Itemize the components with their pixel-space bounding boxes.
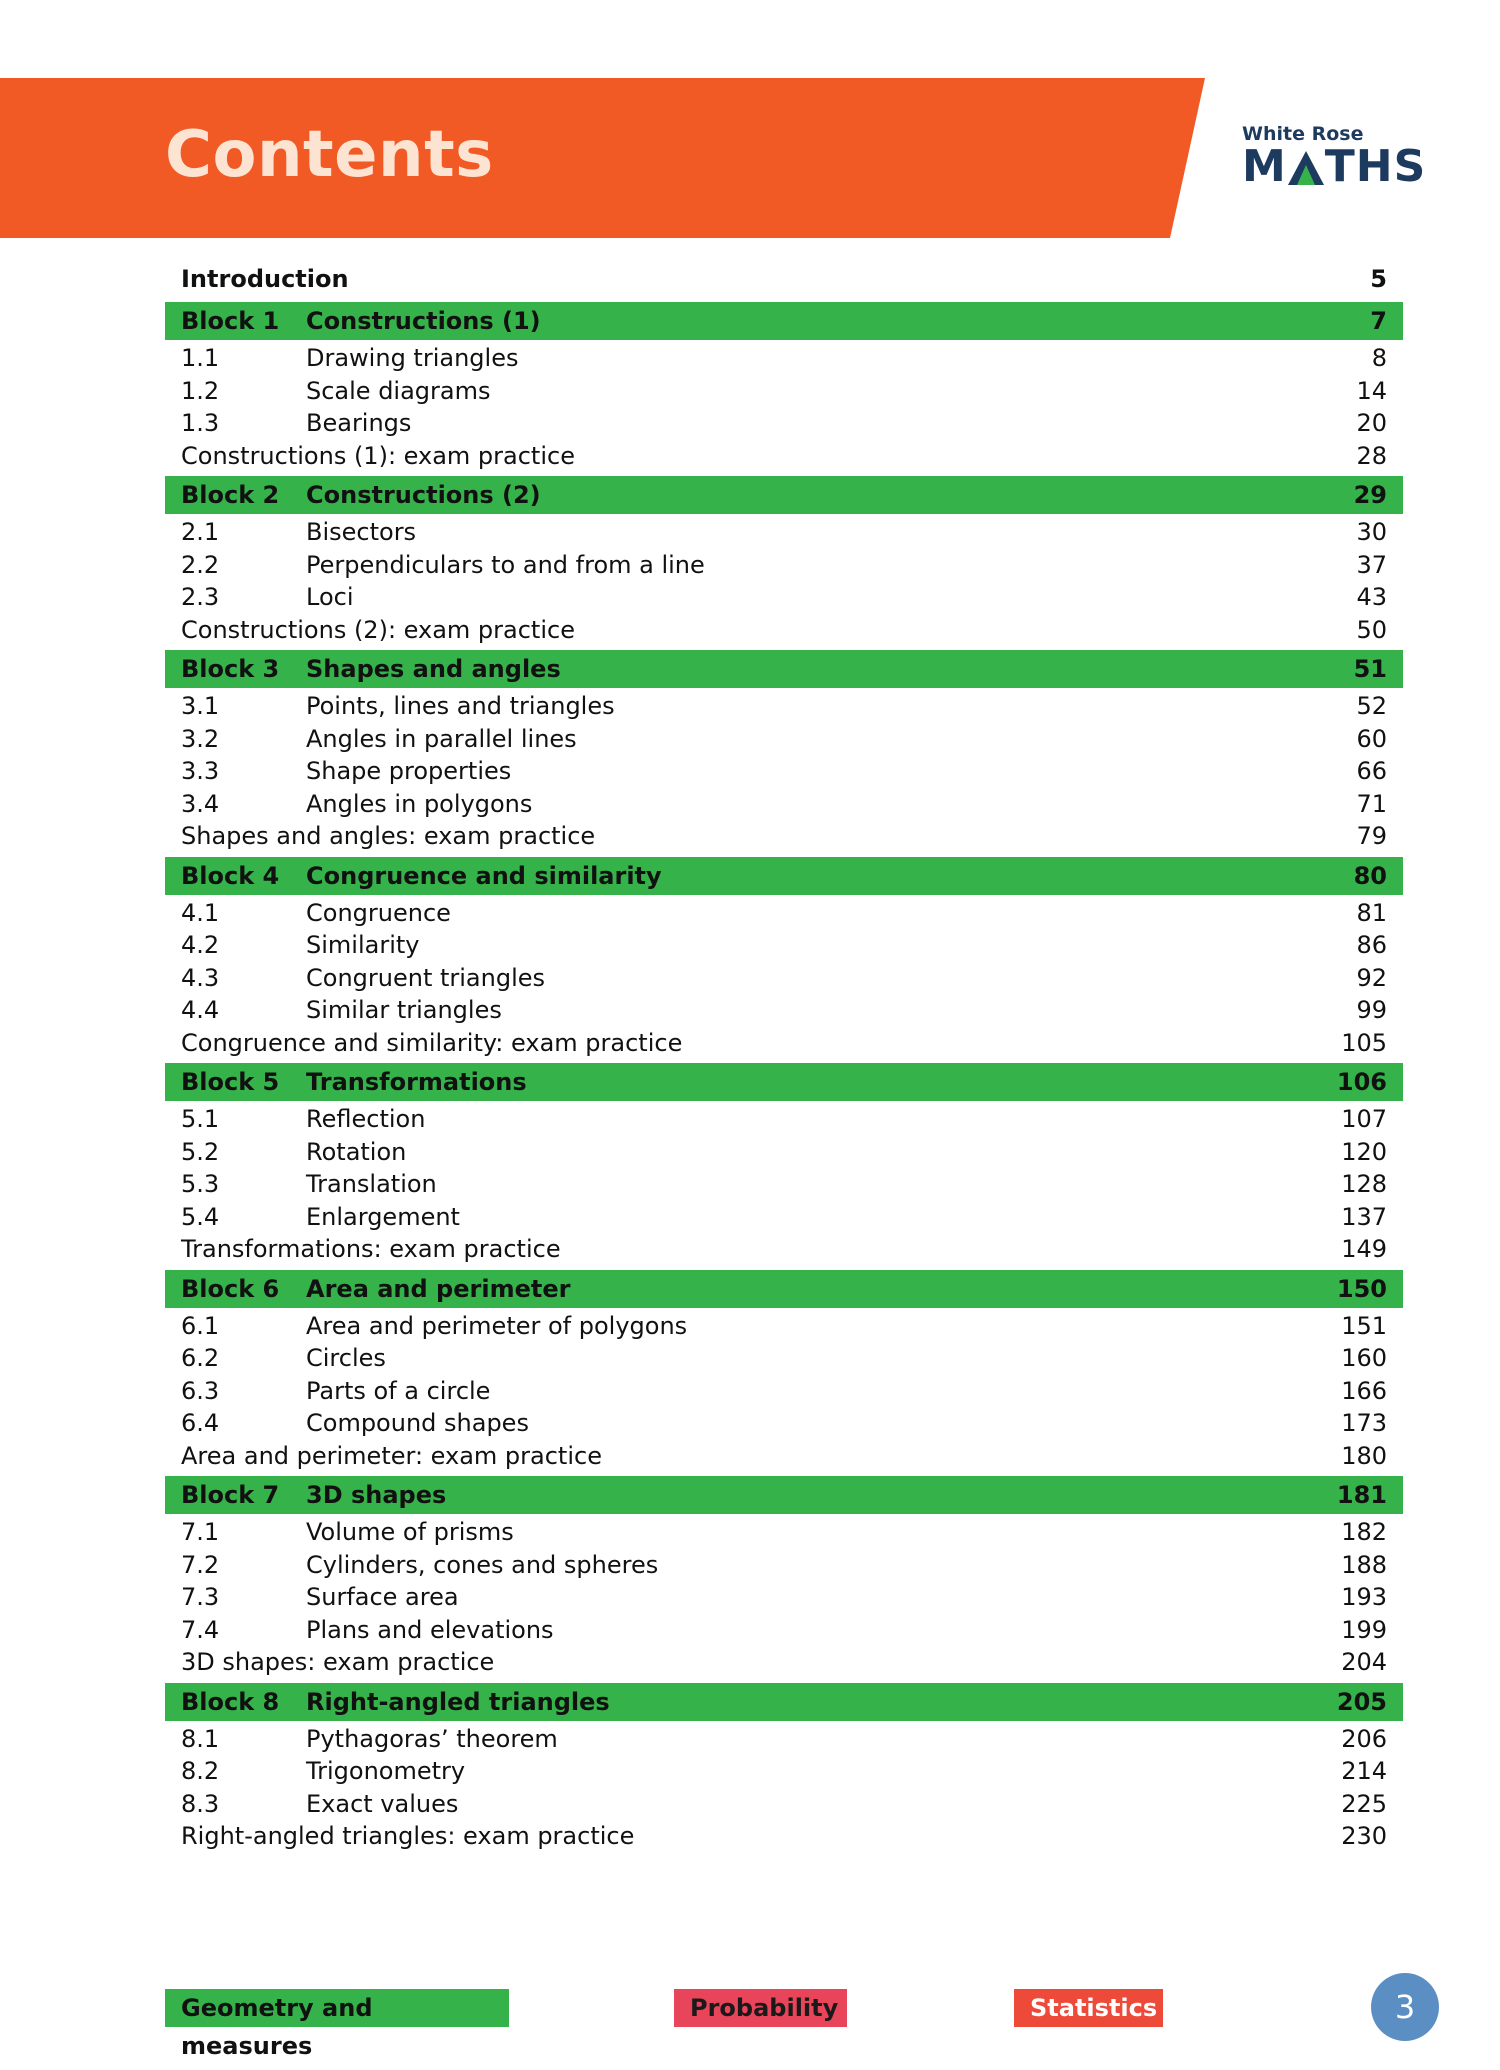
toc-item-row[interactable]	[165, 962, 1403, 995]
exam-practice-page: 149	[1341, 1235, 1387, 1263]
exam-practice-label: Area and perimeter: exam practice	[181, 1441, 602, 1470]
exam-practice-label: Constructions (2): exam practice	[181, 615, 575, 644]
toc-item-row[interactable]	[165, 516, 1403, 549]
toc-item-row[interactable]	[165, 407, 1403, 440]
toc-item-page: 151	[1341, 1311, 1387, 1340]
toc-item-row[interactable]	[165, 1516, 1403, 1549]
toc-item-row[interactable]	[165, 1788, 1403, 1821]
exam-practice-page: 180	[1341, 1441, 1387, 1470]
exam-practice-label: 3D shapes: exam practice	[181, 1648, 495, 1676]
toc-item-row[interactable]	[165, 1168, 1403, 1201]
toc-item-title: Plans and elevations	[306, 1615, 554, 1644]
toc-item-title: Trigonometry	[306, 1757, 466, 1785]
block-page: 106	[1336, 1068, 1387, 1096]
toc-intro-label: Introduction	[181, 265, 349, 293]
page-number: 3	[1371, 1973, 1439, 2041]
exam-practice-row[interactable]	[165, 440, 1403, 473]
toc-intro-page: 5	[1370, 265, 1387, 293]
toc-item-row[interactable]	[165, 755, 1403, 788]
toc-item-title: Congruence	[306, 898, 451, 927]
toc-item-page: 173	[1341, 1409, 1387, 1437]
toc-item-page: 43	[1356, 583, 1387, 611]
toc-item-row[interactable]	[165, 1136, 1403, 1169]
toc-item-number: 4.1	[181, 898, 220, 927]
toc-item-title: Compound shapes	[306, 1409, 529, 1437]
toc-item-number: 5.4	[181, 1202, 220, 1231]
table-of-contents	[165, 260, 1403, 1857]
toc-item-row[interactable]	[165, 1407, 1403, 1440]
toc-item-page: 214	[1341, 1757, 1387, 1785]
exam-practice-page: 50	[1356, 615, 1387, 644]
exam-practice-page: 79	[1356, 822, 1387, 850]
toc-item-number: 6.2	[181, 1344, 220, 1372]
toc-item-page: 14	[1356, 376, 1387, 405]
toc-item-number: 4.3	[181, 963, 220, 992]
toc-item-page: 128	[1341, 1170, 1387, 1198]
toc-item-number: 5.1	[181, 1105, 220, 1133]
toc-item-page: 199	[1341, 1615, 1387, 1644]
toc-item-title: Similarity	[306, 931, 420, 959]
toc-item-row[interactable]	[165, 690, 1403, 723]
block-header-row[interactable]	[165, 302, 1403, 340]
toc-item-row[interactable]	[165, 723, 1403, 756]
block-header-row[interactable]	[165, 476, 1403, 514]
toc-item-page: 99	[1356, 996, 1387, 1024]
block-label: Block 1	[181, 307, 280, 335]
logo-letters-ths: THS	[1324, 141, 1427, 192]
block-page: 80	[1353, 861, 1387, 890]
toc-item-title: Area and perimeter of polygons	[306, 1311, 688, 1340]
toc-item-page: 60	[1356, 724, 1387, 753]
block-page: 51	[1353, 655, 1387, 683]
block-page: 29	[1353, 481, 1387, 509]
exam-practice-row[interactable]	[165, 1440, 1403, 1473]
exam-practice-label: Shapes and angles: exam practice	[181, 822, 596, 850]
toc-item-page: 52	[1356, 692, 1387, 720]
toc-item-number: 7.1	[181, 1518, 220, 1546]
toc-item-number: 6.4	[181, 1409, 220, 1437]
block-title: Transformations	[306, 1068, 527, 1096]
toc-item-row[interactable]	[165, 897, 1403, 930]
toc-item-row[interactable]	[165, 342, 1403, 375]
toc-item-page: 193	[1341, 1583, 1387, 1611]
toc-item-title: Congruent triangles	[306, 963, 546, 992]
toc-item-row[interactable]	[165, 1549, 1403, 1582]
block-page: 181	[1336, 1481, 1387, 1509]
toc-item-row[interactable]	[165, 1614, 1403, 1647]
footer-tag-statistics[interactable]: Statistics	[1014, 1989, 1163, 2027]
exam-practice-label: Right-angled triangles: exam practice	[181, 1822, 635, 1850]
block-title: Congruence and similarity	[306, 861, 662, 890]
toc-item-title: Enlargement	[306, 1202, 460, 1231]
toc-item-page: 120	[1341, 1137, 1387, 1166]
block-label: Block 8	[181, 1687, 280, 1716]
toc-item-page: 30	[1356, 518, 1387, 546]
toc-item-page: 188	[1341, 1550, 1387, 1579]
toc-item-page: 20	[1356, 409, 1387, 437]
toc-item-title: Similar triangles	[306, 996, 502, 1024]
toc-item-title: Shape properties	[306, 757, 512, 785]
toc-item-row[interactable]	[165, 1310, 1403, 1343]
toc-item-number: 1.1	[181, 344, 220, 372]
toc-item-row[interactable]	[165, 788, 1403, 821]
toc-item-page: 166	[1341, 1376, 1387, 1405]
toc-item-number: 1.2	[181, 376, 220, 405]
toc-item-row[interactable]	[165, 1723, 1403, 1756]
block-label: Block 3	[181, 655, 280, 683]
exam-practice-row[interactable]	[165, 614, 1403, 647]
toc-item-row[interactable]	[165, 1581, 1403, 1614]
toc-item-row[interactable]	[165, 375, 1403, 408]
footer-tag-geometry[interactable]: Geometry and measures	[165, 1989, 509, 2027]
block-title: Area and perimeter	[306, 1274, 571, 1303]
logo-line-1: White Rose	[1242, 123, 1364, 145]
exam-practice-label: Transformations: exam practice	[181, 1235, 561, 1263]
toc-item-page: 71	[1356, 789, 1387, 818]
block-title: Constructions (1)	[306, 307, 541, 335]
toc-item-number: 8.2	[181, 1757, 220, 1785]
toc-item-number: 3.3	[181, 757, 220, 785]
toc-item-number: 8.1	[181, 1724, 220, 1753]
exam-practice-label: Congruence and similarity: exam practice	[181, 1028, 683, 1057]
block-header-row[interactable]	[165, 1683, 1403, 1721]
toc-item-title: Angles in polygons	[306, 789, 533, 818]
toc-item-title: Circles	[306, 1344, 386, 1372]
footer-tag-probability[interactable]: Probability	[674, 1989, 847, 2027]
toc-item-page: 182	[1341, 1518, 1387, 1546]
toc-item-row[interactable]	[165, 1103, 1403, 1136]
toc-item-number: 4.2	[181, 931, 220, 959]
toc-item-page: 137	[1341, 1202, 1387, 1231]
toc-item-title: Translation	[306, 1170, 437, 1198]
toc-item-page: 86	[1356, 931, 1387, 959]
toc-item-title: Angles in parallel lines	[306, 724, 577, 753]
toc-item-row[interactable]	[165, 581, 1403, 614]
toc-item-page: 66	[1356, 757, 1387, 785]
toc-item-number: 8.3	[181, 1789, 220, 1818]
toc-item-title: Points, lines and triangles	[306, 692, 615, 720]
toc-item-page: 160	[1341, 1344, 1387, 1372]
block-header-row[interactable]	[165, 1476, 1403, 1514]
block-header-row[interactable]	[165, 857, 1403, 895]
block-label: Block 7	[181, 1481, 280, 1509]
toc-item-number: 6.3	[181, 1376, 220, 1405]
toc-blocks	[165, 302, 1403, 1853]
header	[0, 78, 1500, 238]
toc-item-page: 8	[1371, 344, 1387, 372]
exam-practice-row[interactable]	[165, 1820, 1403, 1853]
toc-item-number: 2.3	[181, 583, 220, 611]
toc-item-row[interactable]	[165, 1375, 1403, 1408]
toc-item-number: 5.2	[181, 1137, 220, 1166]
block-page: 205	[1336, 1687, 1387, 1716]
toc-item-title: Bisectors	[306, 518, 417, 546]
toc-item-number: 6.1	[181, 1311, 220, 1340]
toc-item-title: Cylinders, cones and spheres	[306, 1550, 659, 1579]
toc-item-page: 81	[1356, 898, 1387, 927]
toc-item-title: Scale diagrams	[306, 376, 491, 405]
toc-intro-row[interactable]	[165, 260, 1403, 298]
toc-item-number: 1.3	[181, 409, 220, 437]
toc-item-row[interactable]	[165, 1201, 1403, 1234]
toc-item-title: Drawing triangles	[306, 344, 519, 372]
toc-item-row[interactable]	[165, 994, 1403, 1027]
toc-item-title: Volume of prisms	[306, 1518, 514, 1546]
block-title: 3D shapes	[306, 1481, 447, 1509]
exam-practice-page: 230	[1341, 1822, 1387, 1850]
toc-item-row[interactable]	[165, 929, 1403, 962]
toc-item-number: 2.2	[181, 550, 220, 579]
toc-item-title: Bearings	[306, 409, 412, 437]
toc-item-title: Loci	[306, 583, 354, 611]
block-title: Right-angled triangles	[306, 1687, 610, 1716]
toc-item-page: 107	[1341, 1105, 1387, 1133]
toc-item-number: 2.1	[181, 518, 220, 546]
exam-practice-page: 28	[1356, 441, 1387, 470]
toc-item-title: Exact values	[306, 1789, 459, 1818]
toc-item-number: 3.4	[181, 789, 220, 818]
toc-item-title: Pythagoras’ theorem	[306, 1724, 558, 1753]
block-label: Block 4	[181, 861, 280, 890]
block-header-row[interactable]	[165, 1063, 1403, 1101]
block-header-row[interactable]	[165, 650, 1403, 688]
toc-item-number: 5.3	[181, 1170, 220, 1198]
block-title: Shapes and angles	[306, 655, 561, 683]
block-label: Block 5	[181, 1068, 280, 1096]
toc-item-number: 7.4	[181, 1615, 220, 1644]
exam-practice-row[interactable]	[165, 820, 1403, 853]
toc-item-title: Parts of a circle	[306, 1376, 491, 1405]
toc-item-page: 37	[1356, 550, 1387, 579]
exam-practice-label: Constructions (1): exam practice	[181, 441, 575, 470]
white-rose-maths-logo	[1242, 123, 1427, 192]
exam-practice-row[interactable]	[165, 1646, 1403, 1679]
exam-practice-page: 204	[1341, 1648, 1387, 1676]
toc-item-page: 206	[1341, 1724, 1387, 1753]
exam-practice-page: 105	[1341, 1028, 1387, 1057]
logo-line-2	[1242, 141, 1427, 192]
block-header-row[interactable]	[165, 1270, 1403, 1308]
block-page: 7	[1370, 307, 1387, 335]
exam-practice-row[interactable]	[165, 1027, 1403, 1060]
toc-item-title: Perpendiculars to and from a line	[306, 550, 705, 579]
toc-item-row[interactable]	[165, 549, 1403, 582]
toc-item-title: Surface area	[306, 1583, 459, 1611]
block-title: Constructions (2)	[306, 481, 541, 509]
page-title: Contents	[165, 118, 494, 192]
toc-item-number: 4.4	[181, 996, 220, 1024]
footer	[0, 1985, 1500, 2060]
toc-item-number: 7.3	[181, 1583, 220, 1611]
logo-letter-m: M	[1242, 141, 1287, 192]
toc-item-row[interactable]	[165, 1342, 1403, 1375]
block-page: 150	[1336, 1274, 1387, 1303]
block-label: Block 2	[181, 481, 280, 509]
toc-item-number: 3.2	[181, 724, 220, 753]
logo-triangle-icon	[1288, 151, 1324, 185]
toc-item-row[interactable]	[165, 1755, 1403, 1788]
toc-item-title: Reflection	[306, 1105, 426, 1133]
toc-item-number: 3.1	[181, 692, 220, 720]
toc-item-number: 7.2	[181, 1550, 220, 1579]
toc-item-title: Rotation	[306, 1137, 407, 1166]
toc-item-page: 92	[1356, 963, 1387, 992]
toc-item-page: 225	[1341, 1789, 1387, 1818]
block-label: Block 6	[181, 1274, 280, 1303]
exam-practice-row[interactable]	[165, 1233, 1403, 1266]
